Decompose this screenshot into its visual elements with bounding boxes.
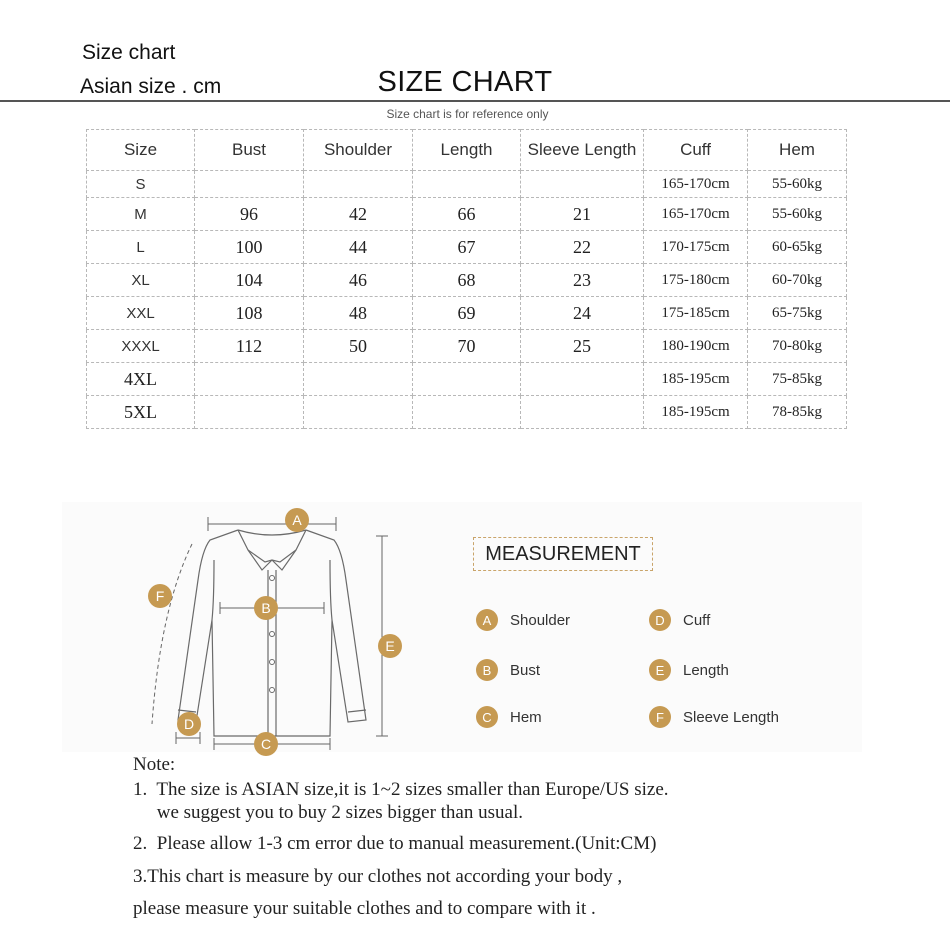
note-line: please measure your suitable clothes and to compare with it . [133, 898, 596, 919]
table-cell [195, 363, 304, 396]
table-cell: 180-190cm [644, 330, 748, 363]
table-header-row [87, 130, 847, 171]
table-cell: 42 [304, 198, 413, 231]
table-row [87, 396, 847, 429]
table-cell: 50 [304, 330, 413, 363]
table-cell [304, 396, 413, 429]
table-cell: 55-60kg [748, 171, 847, 198]
badge-b-icon: B [476, 659, 498, 681]
legend-label: Shoulder [510, 611, 571, 629]
table-cell: 108 [195, 297, 304, 330]
header-divider [0, 100, 950, 102]
badge-c-icon: C [476, 706, 498, 728]
size-table [86, 129, 847, 429]
table-cell: 175-185cm [644, 297, 748, 330]
marker-c-icon [254, 732, 278, 756]
table-cell [413, 363, 521, 396]
note-line: 1. The size is ASIAN size,it is 1~2 sizes smaller than Europe/US size. [133, 779, 669, 800]
page-title: SIZE CHART [377, 66, 553, 98]
table-row [87, 297, 847, 330]
legend-label: Bust [510, 661, 541, 679]
table-cell: 104 [195, 264, 304, 297]
table-cell [195, 171, 304, 198]
legend-item-length [649, 659, 729, 681]
legend-label: Length [683, 661, 729, 679]
svg-text:A: A [292, 512, 302, 528]
legend-item-shoulder [476, 609, 570, 631]
table-cell: 165-170cm [644, 198, 748, 231]
marker-a-icon [285, 508, 309, 532]
table-cell: 55-60kg [748, 198, 847, 231]
marker-b-icon [254, 596, 278, 620]
reference-note: Size chart is for reference only [386, 107, 549, 121]
marker-d-icon [177, 712, 201, 736]
table-cell: 60-65kg [748, 231, 847, 264]
table-cell: XL [87, 264, 195, 297]
table-cell: 78-85kg [748, 396, 847, 429]
column-header-size: Size [87, 130, 195, 171]
note-line: we suggest you to buy 2 sizes bigger than usual. [133, 802, 523, 823]
table-cell: 68 [413, 264, 521, 297]
svg-text:E: E [385, 638, 395, 654]
note-heading: Note: [133, 754, 176, 775]
column-header-shoulder: Shoulder [304, 130, 413, 171]
table-cell: 22 [521, 231, 644, 264]
column-header-sleeve-length: Sleeve Length [521, 130, 644, 171]
shirt-diagram [130, 500, 420, 760]
svg-text:B: B [261, 600, 271, 616]
table-cell: XXXL [87, 330, 195, 363]
legend-item-sleeve-length [649, 706, 779, 728]
note-line: 3.This chart is measure by our clothes not according your body , [133, 866, 623, 887]
table-row [87, 198, 847, 231]
legend-label: Cuff [683, 611, 711, 629]
table-cell [304, 171, 413, 198]
table-cell: 66 [413, 198, 521, 231]
table-cell: 185-195cm [644, 363, 748, 396]
marker-f-icon [148, 584, 172, 608]
legend-label: Sleeve Length [683, 708, 779, 726]
table-cell: S [87, 171, 195, 198]
table-cell: 69 [413, 297, 521, 330]
badge-f-icon: F [649, 706, 671, 728]
table-cell: XXL [87, 297, 195, 330]
column-header-cuff: Cuff [644, 130, 748, 171]
svg-text:F: F [155, 588, 165, 604]
badge-e-icon: E [649, 659, 671, 681]
table-cell: 70 [413, 330, 521, 363]
table-cell: 23 [521, 264, 644, 297]
table-cell: 100 [195, 231, 304, 264]
table-cell [304, 363, 413, 396]
table-cell [521, 363, 644, 396]
table-cell: 60-70kg [748, 264, 847, 297]
table-cell: 112 [195, 330, 304, 363]
legend-item-hem [476, 706, 542, 728]
asian-size-label: Asian size . cm [80, 75, 222, 98]
column-header-bust: Bust [195, 130, 304, 171]
legend-item-bust [476, 659, 540, 681]
shirt-buttons-icon [270, 576, 275, 693]
table-cell: 21 [521, 198, 644, 231]
table-cell: M [87, 198, 195, 231]
measurement-title: MEASUREMENT [473, 537, 653, 571]
badge-d-icon: D [649, 609, 671, 631]
table-cell [521, 171, 644, 198]
table-cell [413, 396, 521, 429]
table-cell: 70-80kg [748, 330, 847, 363]
table-cell: 96 [195, 198, 304, 231]
table-cell: 4XL [87, 363, 195, 396]
table-row [87, 231, 847, 264]
svg-text:D: D [183, 716, 195, 732]
table-cell: 46 [304, 264, 413, 297]
legend-item-cuff [649, 609, 710, 631]
table-cell [521, 396, 644, 429]
svg-text:C: C [260, 736, 272, 752]
table-cell: 5XL [87, 396, 195, 429]
table-cell [195, 396, 304, 429]
table-cell: L [87, 231, 195, 264]
table-row [87, 363, 847, 396]
table-cell: 175-180cm [644, 264, 748, 297]
size-chart-label: Size chart [82, 41, 176, 64]
table-cell: 75-85kg [748, 363, 847, 396]
legend-label: Hem [510, 708, 542, 726]
table-cell: 67 [413, 231, 521, 264]
column-header-length: Length [413, 130, 521, 171]
table-cell: 165-170cm [644, 171, 748, 198]
table-row [87, 264, 847, 297]
table-row [87, 171, 847, 198]
badge-a-icon: A [476, 609, 498, 631]
table-cell: 185-195cm [644, 396, 748, 429]
table-cell: 24 [521, 297, 644, 330]
table-cell: 25 [521, 330, 644, 363]
table-row [87, 330, 847, 363]
table-cell: 170-175cm [644, 231, 748, 264]
table-cell: 44 [304, 231, 413, 264]
table-cell: 65-75kg [748, 297, 847, 330]
column-header-hem: Hem [748, 130, 847, 171]
table-cell [413, 171, 521, 198]
marker-e-icon [378, 634, 402, 658]
table-cell: 48 [304, 297, 413, 330]
note-line: 2. Please allow 1-3 cm error due to manual measurement.(Unit:CM) [133, 833, 657, 854]
